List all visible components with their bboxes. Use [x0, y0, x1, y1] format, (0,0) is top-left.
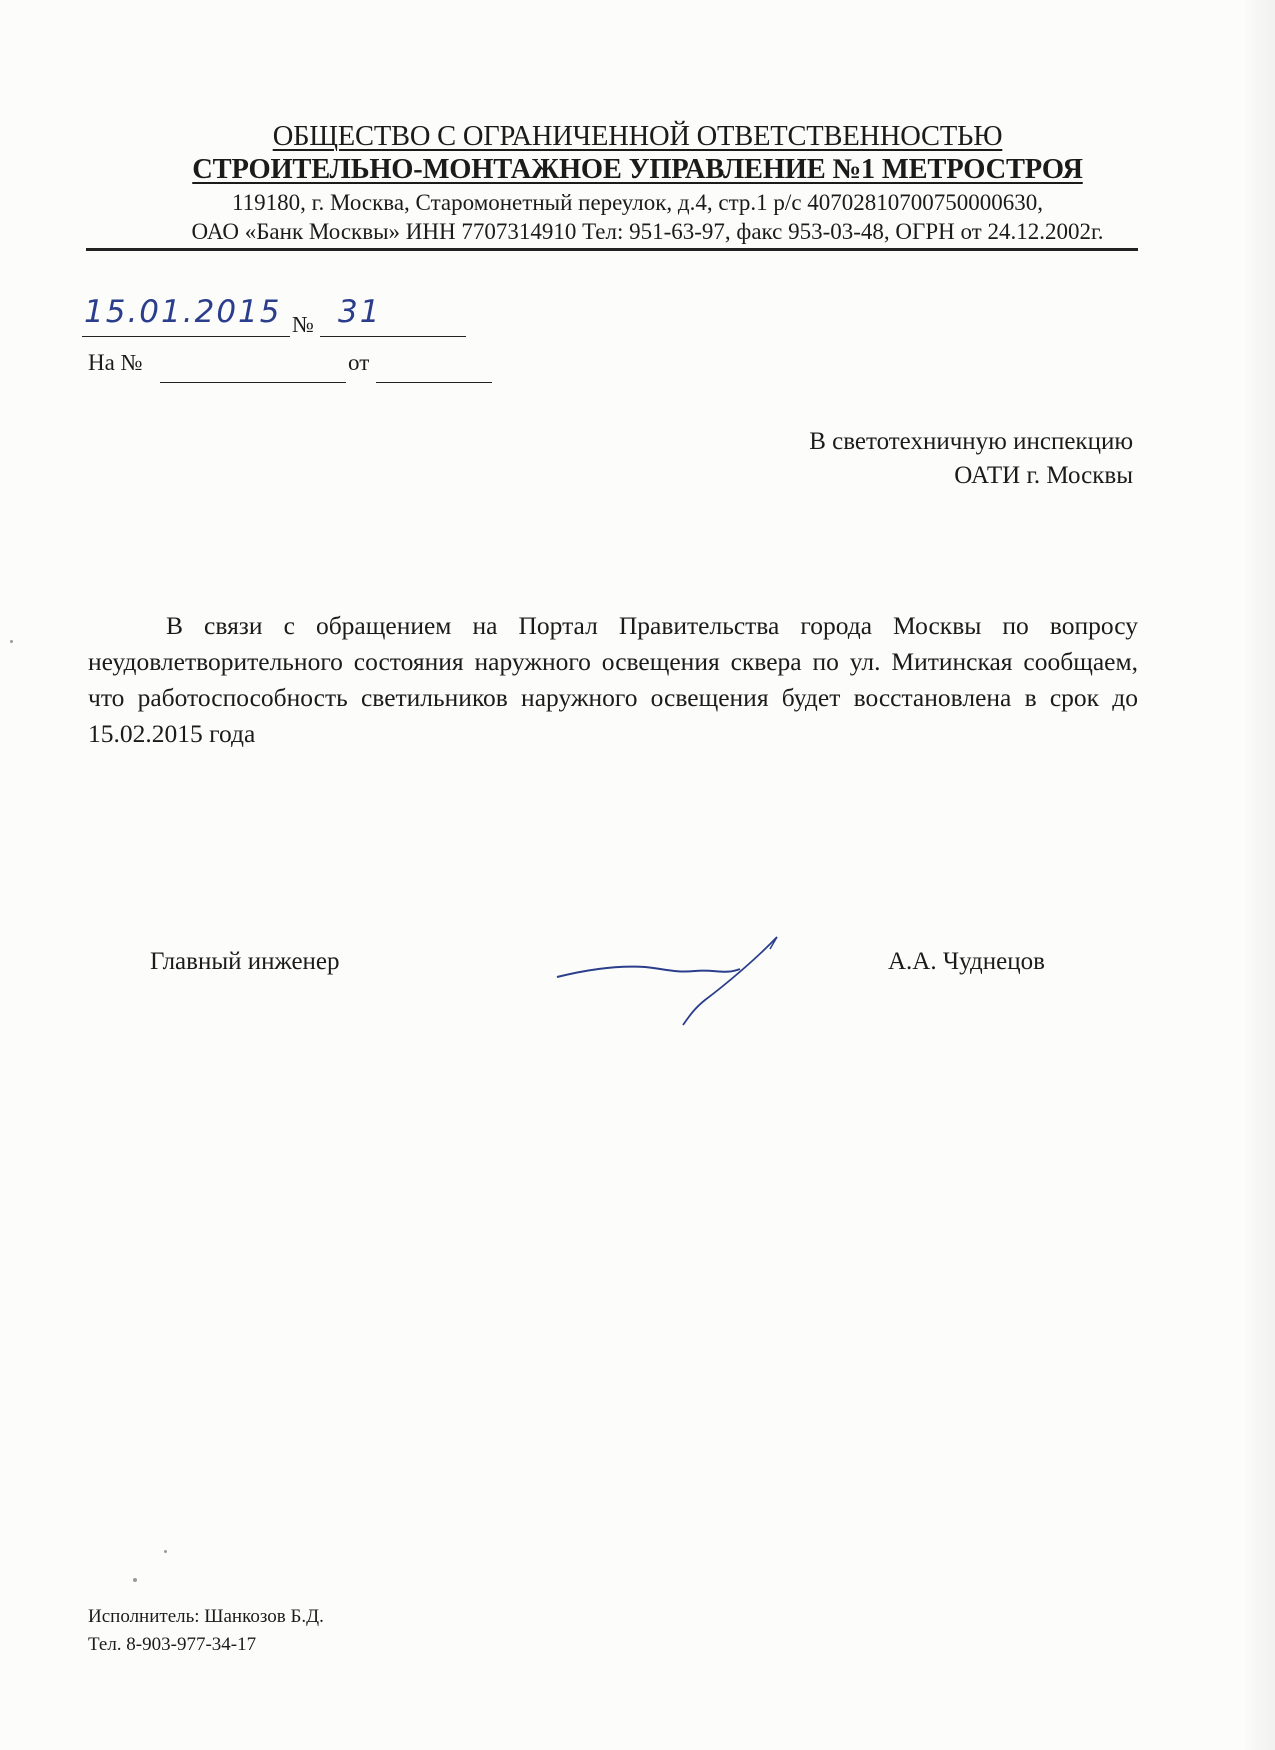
- addressee-line-1: В светотехничную инспекцию: [809, 428, 1133, 455]
- reference-date-field: [376, 350, 492, 383]
- reference-number-field: [160, 350, 346, 383]
- header-divider: [86, 248, 1138, 251]
- organization-bank-details: ОАО «Банк Москвы» ИНН 7707314910 Тел: 951-63-97, факс 953-03-48, ОГРН от 24.12.2002г.: [191, 219, 1104, 244]
- scan-speck: [164, 1550, 167, 1553]
- reference-number-label: На №: [88, 350, 143, 375]
- outgoing-date-field: [82, 294, 290, 337]
- outgoing-number-field: [320, 294, 466, 337]
- scan-edge-shadow: [1245, 0, 1275, 1750]
- executor-phone: Тел. 8-903-977-34-17: [88, 1634, 257, 1655]
- signer-title: Главный инженер: [150, 948, 340, 975]
- handwritten-number: 31: [338, 294, 382, 330]
- letter-body-paragraph: В связи с обращением на Портал Правительства города Москвы по вопросу неудовлетворительного состояния наружного освещения сквера по ул. Митинская сообщаем, что работоспособность светильников наружного освещения будет восстановлена в срок до 15.02.2015 года: [88, 611, 1138, 748]
- organization-address: 119180, г. Москва, Старомонетный переулок, д.4, стр.1 р/с 40702810700750000630,: [231, 190, 1044, 215]
- scan-speck: [10, 640, 13, 643]
- outgoing-number-label: №: [292, 312, 314, 337]
- organization-type-heading: ОБЩЕСТВО С ОГРАНИЧЕННОЙ ОТВЕТСТВЕННОСТЬЮ: [272, 121, 1003, 152]
- signature-scribble: [555, 925, 875, 1030]
- executor-name: Исполнитель: Шанкозов Б.Д.: [88, 1606, 324, 1627]
- reference-date-label: от: [348, 350, 370, 375]
- organization-name-heading: СТРОИТЕЛЬНО-МОНТАЖНОЕ УПРАВЛЕНИЕ №1 МЕТРОСТРОЯ: [192, 154, 1083, 185]
- addressee-line-2: ОАТИ г. Москвы: [954, 462, 1133, 489]
- signer-name: А.А. Чуднецов: [888, 948, 1045, 975]
- handwritten-date: 15.01.2015: [84, 294, 282, 330]
- scan-speck: [133, 1578, 137, 1582]
